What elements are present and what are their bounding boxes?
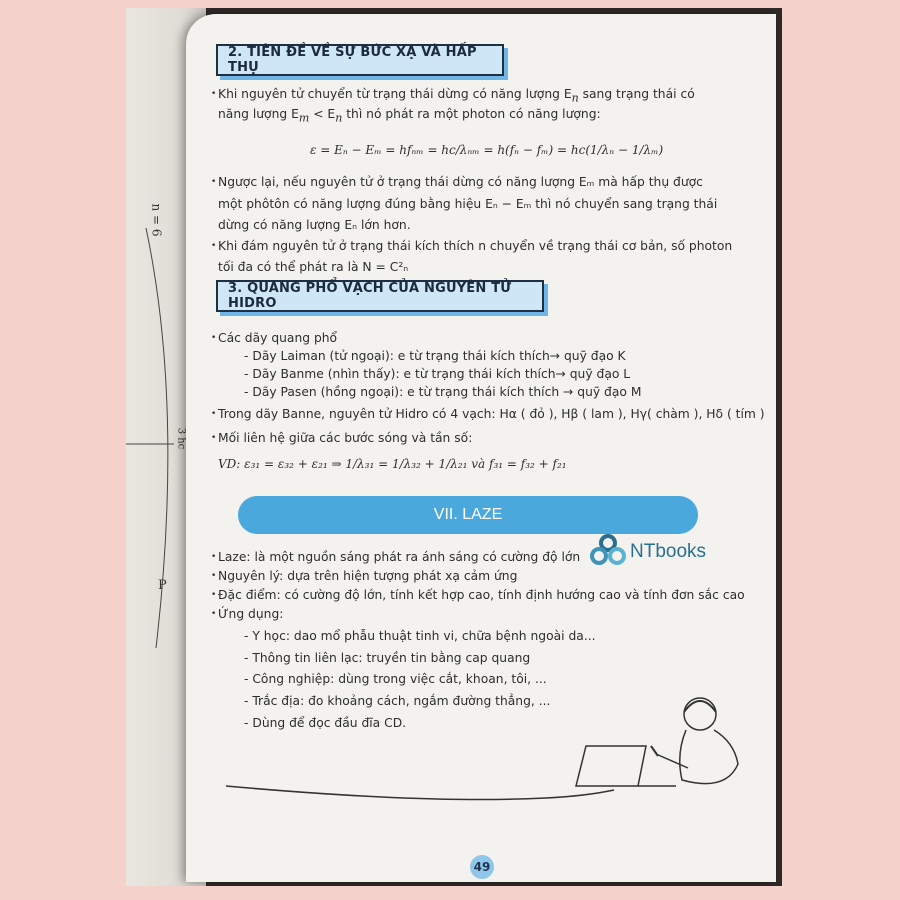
- s2-p2-line3: dừng có năng lượng Eₙ lớn hơn.: [218, 218, 411, 232]
- s3-example-formula: VD: ε₃₁ = ε₃₂ + ε₂₁ ⇒ 1/λ₃₁ = 1/λ₃₂ + 1/λ₂₁ và f₃₁ = f₃₂ + f₂₁: [218, 457, 567, 471]
- laze-b2: • Nguyên lý: dựa trên hiện tượng phát xạ cảm ứng: [218, 568, 517, 584]
- s3-b2: • Trong dãy Banne, nguyên tử Hidro có 4 vạch: Hα ( đỏ ), Hβ ( lam ), Hγ( chàm ), Hδ ( tím ): [218, 406, 765, 422]
- s2-p2-line1: • Ngược lại, nếu nguyên tử ở trạng thái dừng có năng lượng Eₘ mà hấp thụ được: [218, 174, 703, 190]
- laze-app-cd: - Dùng để đọc đầu đĩa CD.: [244, 716, 407, 730]
- laze-b1: • Laze: là một nguồn sáng phát ra ánh sáng có cường độ lớn: [218, 549, 580, 565]
- s2-p3-line1: • Khi đám nguyên tử ở trạng thái kích thích n chuyển về trạng thái cơ bản, số photon: [218, 238, 732, 254]
- left-page-mark-top: n = 6: [149, 203, 164, 237]
- s2-p2-line2: một phôtôn có năng lượng đúng bằng hiệu Eₙ − Eₘ thì nó chuyển sang trạng thái: [218, 197, 718, 211]
- laze-app-surveying: - Trắc địa: đo khoảng cách, ngắm đường thẳng, ...: [244, 694, 551, 708]
- s2-p3-line2: tối đa có thể phát ra là N = C²ₙ: [218, 260, 409, 274]
- s2-p1-line2: năng lượng $E_m < E_n$ thì nó phát ra một photon có năng lượng:: [218, 107, 601, 125]
- laze-b3: • Đặc điểm: có cường độ lớn, tính kết hợp cao, tính định hướng cao và tính đơn sắc cao: [218, 587, 745, 603]
- page-number: 49: [470, 855, 494, 879]
- s3-series-banme: - Dãy Banme (nhìn thấy): e từ trạng thái kích thích→ quỹ đạo L: [244, 367, 631, 381]
- laze-app-communication: - Thông tin liên lạc: truyền tin bằng cap quang: [244, 651, 531, 665]
- s3-b1: • Các dãy quang phổ: [218, 330, 337, 346]
- s3-series-laiman: - Dãy Laiman (tử ngoại): e từ trạng thái kích thích→ quỹ đạo K: [244, 349, 626, 363]
- ntbooks-brand: NTbooks: [630, 541, 707, 562]
- book-photo: [126, 8, 782, 886]
- laze-b4: • Ứng dụng:: [218, 606, 283, 622]
- s2-p1-line1: • Khi nguyên tử chuyển từ trạng thái dừng có năng lượng $E_n$ sang trạng thái có: [218, 86, 695, 106]
- section3-heading: 3. QUANG PHỔ VẠCH CỦA NGUYÊN TỬ HIDRO: [216, 280, 544, 312]
- student-laptop-illustration: [226, 694, 782, 824]
- section2-heading: 2. TIÊN ĐỀ VỀ SỰ BỨC XẠ VÀ HẤP THỤ: [216, 44, 504, 76]
- ntbooks-logo-icon: [590, 534, 626, 570]
- left-page-mark-bottom: P: [158, 578, 167, 593]
- s3-b3: • Mối liên hệ giữa các bước sóng và tần số:: [218, 430, 472, 446]
- laze-app-medicine: - Y học: dao mổ phẫu thuật tinh vi, chữa bệnh ngoài da...: [244, 629, 596, 643]
- energy-formula-text: ε = Eₙ − Eₘ = hfₙₘ = hc/λₙₘ = h(fₙ − fₘ) = hc(1/λₙ − 1/λₘ): [310, 143, 664, 157]
- laze-banner: VII. LAZE: [238, 496, 698, 534]
- ntbooks-logo: [590, 534, 706, 570]
- s3-series-pasen: - Dãy Pasen (hồng ngoại): e từ trạng thái kích thích → quỹ đạo M: [244, 385, 642, 399]
- textbook-page: [186, 14, 776, 882]
- energy-formula: [310, 128, 664, 172]
- left-page-mark-mid: 3 hc: [175, 427, 187, 450]
- laze-app-industry: - Công nghiệp: dùng trong việc cắt, khoan, tôi, ...: [244, 672, 547, 686]
